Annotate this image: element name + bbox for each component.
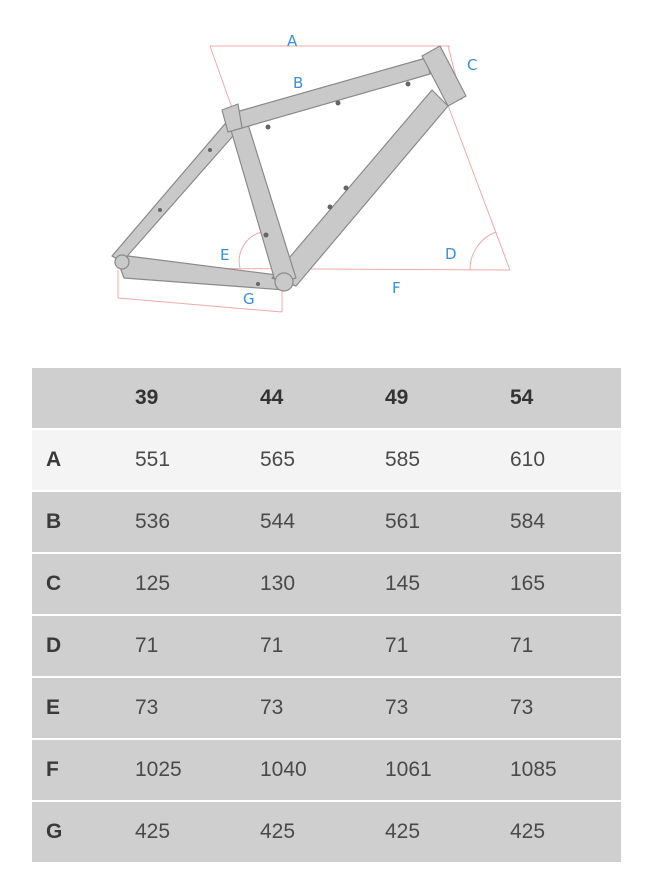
dim-label-d: D: [445, 245, 457, 263]
table-cell: 1085: [496, 739, 621, 801]
frame-tubes: [112, 46, 466, 291]
table-cell: 561: [371, 491, 496, 553]
dim-label-g: G: [243, 290, 255, 308]
table-row: [32, 491, 621, 553]
dim-line-g: [118, 298, 282, 312]
table-cell: 73: [121, 677, 246, 739]
down-tube: [272, 90, 448, 286]
table-cell: 425: [246, 801, 371, 863]
table-row: [32, 677, 621, 739]
row-label: A: [32, 429, 121, 491]
table-cell: 425: [496, 801, 621, 863]
table-cell: 71: [246, 615, 371, 677]
header-cell: 44: [246, 368, 371, 429]
table-cell: 610: [496, 429, 621, 491]
table-row: [32, 553, 621, 615]
row-label: B: [32, 491, 121, 553]
table-cell: 1040: [246, 739, 371, 801]
dim-arc-e: [239, 232, 262, 268]
table-cell: 544: [246, 491, 371, 553]
table-header-row: [32, 368, 621, 429]
table-cell: 565: [246, 429, 371, 491]
bolt: [406, 82, 411, 87]
table-cell: 71: [371, 615, 496, 677]
table-cell: 130: [246, 553, 371, 615]
table-cell: 425: [371, 801, 496, 863]
table-row: [32, 615, 621, 677]
bolt: [336, 101, 341, 106]
table-cell: 125: [121, 553, 246, 615]
rear-dropout: [115, 255, 129, 269]
table-cell: 71: [496, 615, 621, 677]
table-cell: 73: [496, 677, 621, 739]
dim-label-c: C: [467, 56, 478, 74]
header-cell: 49: [371, 368, 496, 429]
bike-frame-diagram: [0, 0, 648, 330]
bolt: [256, 282, 260, 286]
bottom-bracket: [275, 273, 293, 291]
table-cell: 145: [371, 553, 496, 615]
top-tube: [236, 58, 430, 128]
header-cell: 39: [121, 368, 246, 429]
table-cell: 71: [121, 615, 246, 677]
row-label: D: [32, 615, 121, 677]
row-label: G: [32, 801, 121, 863]
bolt: [208, 148, 212, 152]
bolt: [158, 208, 162, 212]
dim-label-f: F: [392, 279, 401, 297]
row-label: C: [32, 553, 121, 615]
table-cell: 73: [246, 677, 371, 739]
bolt: [264, 233, 269, 238]
table-row: [32, 429, 621, 491]
chain-stay: [118, 256, 285, 290]
table-cell: 73: [371, 677, 496, 739]
bolt: [344, 186, 349, 191]
table-cell: 536: [121, 491, 246, 553]
table-cell: 425: [121, 801, 246, 863]
table-cell: 1025: [121, 739, 246, 801]
header-cell: [32, 368, 121, 429]
seat-tube: [228, 118, 296, 284]
geometry-table: [32, 368, 621, 864]
table-cell: 584: [496, 491, 621, 553]
table-cell: 165: [496, 553, 621, 615]
dim-line-a-left: [210, 46, 232, 108]
bolt: [328, 205, 333, 210]
dim-label-e: E: [220, 246, 230, 264]
header-cell: 54: [496, 368, 621, 429]
table-cell: 1061: [371, 739, 496, 801]
table-cell: 551: [121, 429, 246, 491]
table-cell: 585: [371, 429, 496, 491]
dim-label-a: A: [287, 32, 298, 50]
table-row: [32, 801, 621, 863]
table-row: [32, 739, 621, 801]
bolt: [266, 125, 271, 130]
seat-stay: [112, 118, 240, 262]
row-label: E: [32, 677, 121, 739]
dim-label-b: B: [293, 74, 304, 92]
row-label: F: [32, 739, 121, 801]
dim-arc-d: [470, 232, 496, 270]
